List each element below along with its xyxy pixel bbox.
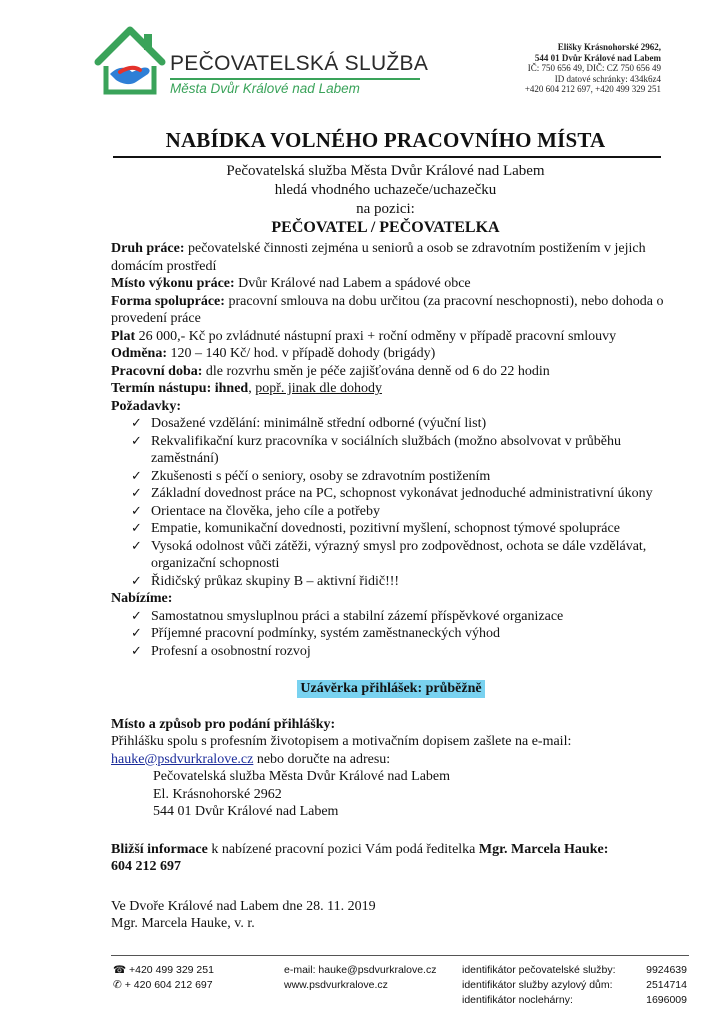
requirements-heading: Požadavky: xyxy=(111,398,181,414)
contact-city: 544 01 Dvůr Králové nad Labem xyxy=(534,52,661,63)
organization-logo xyxy=(92,22,432,104)
footer-web xyxy=(284,963,436,993)
contact-data-box: ID datové schránky: 434k6z4 xyxy=(554,73,661,84)
deadline-row xyxy=(111,680,671,698)
start-date: Termín nástupu: ihned, popř. jinak dle dohody xyxy=(111,381,382,396)
footer-identifiers xyxy=(462,963,687,1008)
footer-email: e-mail: hauke@psdvurkralove.cz xyxy=(284,964,437,976)
list-item: ✓ Dosažené vzdělání: minimálně střední odborné (výuční list) xyxy=(131,416,487,431)
contact-phone: 604 212 697 xyxy=(111,859,181,874)
signature-name: Mgr. Marcela Hauke, v. r. xyxy=(111,916,255,931)
checkmark-icon: ✓ xyxy=(131,468,142,484)
checkmark-icon: ✓ xyxy=(131,416,142,431)
list-item: ✓ Orientace na člověka, jeho cíle a potřeby xyxy=(131,503,380,519)
footer-phones xyxy=(113,963,214,993)
identifier-row: identifikátor noclehárny: 1696009 xyxy=(462,994,687,1006)
address-line-3: 544 01 Dvůr Králové nad Labem xyxy=(153,804,339,819)
title-wrapper xyxy=(113,128,658,153)
list-item: ✓ Zkušenosti s péčí o seniory, osoby se zdravotním postižením xyxy=(131,468,491,484)
intro-line-3: na pozici: xyxy=(356,201,415,217)
identifier-row: identifikátor služby azylový dům: 2514714 xyxy=(462,979,687,991)
main-body xyxy=(111,240,671,933)
checkmark-icon: ✓ xyxy=(131,521,142,536)
offer-heading: Nabízíme: xyxy=(111,591,173,606)
contact-phones: +420 604 212 697, +420 499 329 251 xyxy=(524,84,661,94)
spacer xyxy=(111,698,671,716)
intro-line-1: Pečovatelská služba Města Dvůr Králové nad Labem xyxy=(226,163,545,179)
list-item: ✓ Řidičský průkaz skupiny B – aktivní řidič!!! xyxy=(131,573,400,589)
checkmark-icon: ✓ xyxy=(131,503,142,519)
application-heading: Místo a způsob pro podání přihlášky: xyxy=(111,716,336,732)
intro-line-2: hledá vhodného uchazeče/uchazečku xyxy=(274,182,497,198)
logo-title: PEČOVATELSKÁ SLUŽBA xyxy=(170,52,429,75)
checkmark-icon: ✓ xyxy=(131,608,142,624)
contact-ico: IČ: 750 656 49, DIČ: CZ 750 656 49 xyxy=(527,63,661,73)
more-info: Bližší informace k nabízené pracovní pozici Vám podá ředitelka Mgr. Marcela Hauke: xyxy=(111,841,609,857)
checkmark-icon: ✓ xyxy=(131,486,142,501)
contact-street: Elišky Krásnohorské 2962, xyxy=(557,42,661,52)
working-hours: Pracovní doba: dle rozvrhu směn je péče zajišťována denně od 6 do 22 hodin xyxy=(111,363,550,379)
checkmark-icon: ✓ xyxy=(131,573,142,589)
footer-website: www.psdvurkralove.cz xyxy=(284,979,388,991)
place-date: Ve Dvoře Králové nad Labem dne 28. 11. 2019 xyxy=(111,898,376,914)
footer-divider xyxy=(111,955,689,956)
checkmark-icon: ✓ xyxy=(131,626,142,641)
list-item: ✓ Profesní a osobnostní rozvoj xyxy=(131,643,311,659)
checkmark-icon: ✓ xyxy=(131,538,142,554)
salary: Plat 26 000,- Kč po zvládnuté nástupní praxi + roční odměny v případě pracovní smlouvy xyxy=(111,328,617,344)
address-line-1: Pečovatelská služba Města Dvůr Králové nad Labem xyxy=(153,769,451,784)
checkmark-icon: ✓ xyxy=(131,643,142,659)
spacer xyxy=(111,821,671,841)
footer-phone-landline: ☎ +420 499 329 251 xyxy=(113,964,214,976)
reward: Odměna: 120 – 140 Kč/ hod. v případě dohody (brigády) xyxy=(111,346,436,361)
application-deadline: Uzávěrka přihlášek: průběžně xyxy=(297,680,484,698)
address-line-2: El. Krásnohorské 2962 xyxy=(153,786,282,802)
cooperation-form: Forma spolupráce: pracovní smlouva na dobu určitou (za pracovní neschopnosti), nebo dohoda o provedení práce xyxy=(111,293,664,326)
list-item: ✓ Rekvalifikační kurz pracovníka v sociálních službách (možno absolvovat v průběhu zaměstnání) xyxy=(131,433,622,466)
footer-phone-mobile: ✆ + 420 604 212 697 xyxy=(113,979,213,991)
application-email-line: hauke@psdvurkralove.cz nebo doručte na adresu: xyxy=(111,751,391,767)
email-link[interactable]: hauke@psdvurkralove.cz xyxy=(111,751,254,767)
logo-subtitle: Města Dvůr Králové nad Labem xyxy=(170,81,360,96)
work-place: Místo výkonu práce: Dvůr Králové nad Labem a spádové obce xyxy=(111,276,471,291)
list-item: ✓ Samostatnou smysluplnou práci a stabilní zázemí příspěvkové organizace xyxy=(131,608,564,624)
logo-divider xyxy=(170,78,420,80)
identifier-row: identifikátor pečovatelské služby: 9924639 xyxy=(462,964,687,976)
contact-block xyxy=(441,42,661,95)
house-hands-logo-icon xyxy=(92,22,172,102)
list-item: ✓ Vysoká odolnost vůči zátěži, výrazný smysl pro zodpovědnost, ochota se dále vzdělávat, organizační schopnosti xyxy=(131,538,647,571)
spacer xyxy=(111,876,671,898)
checkmark-icon: ✓ xyxy=(131,433,142,449)
offer-list xyxy=(111,608,671,661)
list-item: ✓ Základní dovednost práce na PC, schopnost vykonávat jednoduché administrativní úkony xyxy=(131,486,653,501)
application-text: Přihlášku spolu s profesním životopisem a motivačním dopisem zašlete na e-mail: xyxy=(111,734,572,749)
title-underline xyxy=(113,156,661,158)
list-item: ✓ Příjemné pracovní podmínky, systém zaměstnaneckých výhod xyxy=(131,626,501,641)
list-item: ✓ Empatie, komunikační dovednosti, pozitivní myšlení, schopnost týmové spolupráce xyxy=(131,521,620,536)
position-title: PEČOVATEL / PEČOVATELKA xyxy=(271,219,500,236)
work-type: Druh práce: pečovatelské činnosti zejména u seniorů a osob se zdravotním postižením v jejich domácím prostředí xyxy=(111,241,646,274)
document-title: NABÍDKA VOLNÉHO PRACOVNÍHO MÍSTA xyxy=(165,128,606,152)
requirements-list xyxy=(111,415,671,590)
